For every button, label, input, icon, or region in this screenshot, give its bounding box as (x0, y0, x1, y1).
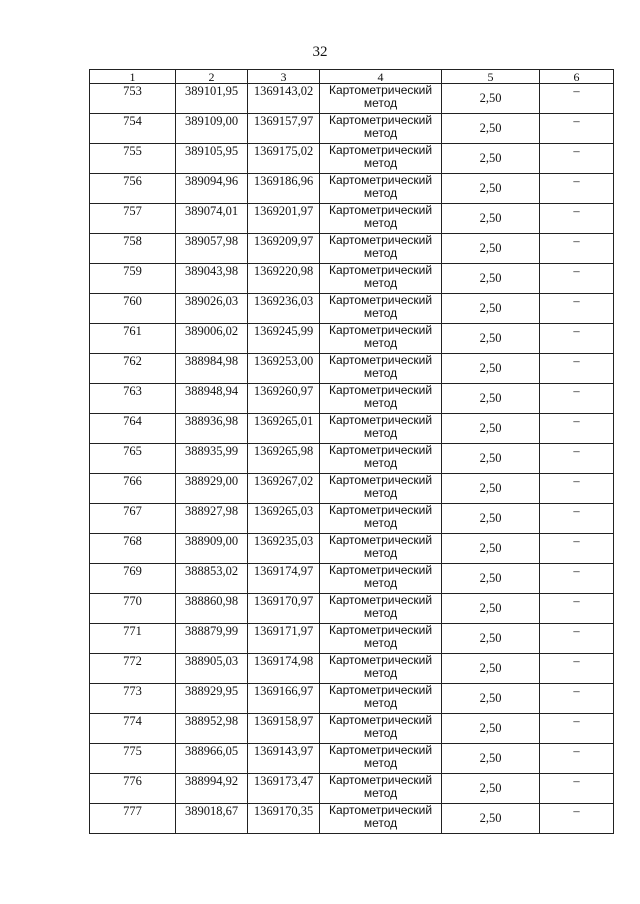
y-coordinate-cell: 1369173,47 (248, 774, 320, 804)
y-coordinate-cell: 1369267,02 (248, 474, 320, 504)
method-line-1: Картометрический (328, 293, 433, 307)
point-number-cell: 754 (90, 114, 176, 144)
method-line-2: метод (363, 126, 398, 140)
method-line-1: Картометрический (328, 773, 433, 787)
error-cell: 2,50 (442, 444, 540, 474)
y-coordinate-cell: 1369170,35 (248, 804, 320, 834)
method-line-2: метод (363, 666, 398, 680)
description-cell: – (540, 414, 614, 444)
table-body (90, 84, 614, 834)
method-line-1: Картометрический (328, 653, 433, 667)
method-line-1: Картометрический (328, 443, 433, 457)
table-row (90, 384, 614, 414)
error-cell: 2,50 (442, 144, 540, 174)
error-cell: 2,50 (442, 564, 540, 594)
column-header-6: 6 (540, 70, 614, 84)
column-header-3: 3 (248, 70, 320, 84)
method-line-1: Картометрический (328, 143, 433, 157)
method-line-1: Картометрический (328, 233, 433, 247)
point-number-cell: 762 (90, 354, 176, 384)
method-line-2: метод (363, 396, 398, 410)
y-coordinate-cell: 1369220,98 (248, 264, 320, 294)
method-cell (320, 774, 442, 804)
point-number-cell: 774 (90, 714, 176, 744)
error-cell: 2,50 (442, 744, 540, 774)
table-row (90, 594, 614, 624)
x-coordinate-cell: 389018,67 (176, 804, 248, 834)
method-line-1: Картометрический (328, 113, 433, 127)
y-coordinate-cell: 1369186,96 (248, 174, 320, 204)
error-cell: 2,50 (442, 354, 540, 384)
x-coordinate-cell: 389101,95 (176, 84, 248, 114)
y-coordinate-cell: 1369174,97 (248, 564, 320, 594)
method-line-2: метод (363, 366, 398, 380)
table-row (90, 354, 614, 384)
table-row (90, 144, 614, 174)
description-cell: – (540, 534, 614, 564)
point-number-cell: 772 (90, 654, 176, 684)
method-cell (320, 84, 442, 114)
error-cell: 2,50 (442, 84, 540, 114)
method-line-2: метод (363, 576, 398, 590)
point-number-cell: 755 (90, 144, 176, 174)
description-cell: – (540, 804, 614, 834)
page-number: 32 (312, 44, 328, 60)
method-line-2: метод (363, 156, 398, 170)
description-cell: – (540, 324, 614, 354)
method-line-1: Картометрический (328, 383, 433, 397)
error-cell: 2,50 (442, 384, 540, 414)
method-line-2: метод (363, 246, 398, 260)
y-coordinate-cell: 1369166,97 (248, 684, 320, 714)
method-line-2: метод (363, 786, 398, 800)
method-line-1: Картометрический (328, 713, 433, 727)
column-header-1: 1 (90, 70, 176, 84)
point-number-cell: 761 (90, 324, 176, 354)
table-row (90, 294, 614, 324)
y-coordinate-cell: 1369245,99 (248, 324, 320, 354)
description-cell: – (540, 84, 614, 114)
table-row (90, 474, 614, 504)
error-cell: 2,50 (442, 234, 540, 264)
point-number-cell: 757 (90, 204, 176, 234)
method-cell (320, 804, 442, 834)
table-row (90, 444, 614, 474)
y-coordinate-cell: 1369209,97 (248, 234, 320, 264)
method-line-2: метод (363, 546, 398, 560)
method-line-1: Картометрический (328, 413, 433, 427)
point-number-cell: 756 (90, 174, 176, 204)
method-line-2: метод (363, 306, 398, 320)
description-cell: – (540, 624, 614, 654)
table-row (90, 84, 614, 114)
x-coordinate-cell: 389026,03 (176, 294, 248, 324)
method-line-1: Картометрический (328, 473, 433, 487)
x-coordinate-cell: 388994,92 (176, 774, 248, 804)
point-number-cell: 776 (90, 774, 176, 804)
method-cell (320, 354, 442, 384)
table-row (90, 264, 614, 294)
y-coordinate-cell: 1369265,01 (248, 414, 320, 444)
method-line-1: Картометрический (328, 683, 433, 697)
y-coordinate-cell: 1369157,97 (248, 114, 320, 144)
point-number-cell: 753 (90, 84, 176, 114)
column-header-4: 4 (320, 70, 442, 84)
description-cell: – (540, 144, 614, 174)
method-line-1: Картометрический (328, 533, 433, 547)
table-row (90, 564, 614, 594)
method-line-2: метод (363, 636, 398, 650)
error-cell: 2,50 (442, 414, 540, 444)
error-cell: 2,50 (442, 294, 540, 324)
method-line-1: Картометрический (328, 83, 433, 97)
error-cell: 2,50 (442, 774, 540, 804)
column-header-5: 5 (442, 70, 540, 84)
method-cell (320, 504, 442, 534)
x-coordinate-cell: 388905,03 (176, 654, 248, 684)
method-cell (320, 444, 442, 474)
error-cell: 2,50 (442, 504, 540, 534)
point-number-cell: 763 (90, 384, 176, 414)
y-coordinate-cell: 1369170,97 (248, 594, 320, 624)
method-line-1: Картометрический (328, 623, 433, 637)
x-coordinate-cell: 388927,98 (176, 504, 248, 534)
x-coordinate-cell: 388966,05 (176, 744, 248, 774)
table-row (90, 624, 614, 654)
error-cell: 2,50 (442, 264, 540, 294)
table-header-row (90, 70, 614, 84)
method-line-2: метод (363, 756, 398, 770)
y-coordinate-cell: 1369260,97 (248, 384, 320, 414)
point-number-cell: 765 (90, 444, 176, 474)
method-line-2: метод (363, 486, 398, 500)
error-cell: 2,50 (442, 204, 540, 234)
table-row (90, 684, 614, 714)
method-cell (320, 264, 442, 294)
error-cell: 2,50 (442, 324, 540, 354)
y-coordinate-cell: 1369236,03 (248, 294, 320, 324)
x-coordinate-cell: 388853,02 (176, 564, 248, 594)
description-cell: – (540, 264, 614, 294)
point-number-cell: 758 (90, 234, 176, 264)
description-cell: – (540, 714, 614, 744)
y-coordinate-cell: 1369175,02 (248, 144, 320, 174)
description-cell: – (540, 504, 614, 534)
x-coordinate-cell: 389043,98 (176, 264, 248, 294)
point-number-cell: 768 (90, 534, 176, 564)
x-coordinate-cell: 388909,00 (176, 534, 248, 564)
method-cell (320, 744, 442, 774)
method-line-2: метод (363, 216, 398, 230)
y-coordinate-cell: 1369265,03 (248, 504, 320, 534)
method-line-2: метод (363, 516, 398, 530)
method-cell (320, 594, 442, 624)
point-number-cell: 773 (90, 684, 176, 714)
error-cell: 2,50 (442, 654, 540, 684)
error-cell: 2,50 (442, 474, 540, 504)
table-row (90, 174, 614, 204)
method-cell (320, 564, 442, 594)
method-line-2: метод (363, 426, 398, 440)
method-line-2: метод (363, 816, 398, 830)
x-coordinate-cell: 389074,01 (176, 204, 248, 234)
method-line-2: метод (363, 726, 398, 740)
y-coordinate-cell: 1369143,02 (248, 84, 320, 114)
y-coordinate-cell: 1369174,98 (248, 654, 320, 684)
x-coordinate-cell: 389094,96 (176, 174, 248, 204)
description-cell: – (540, 594, 614, 624)
method-cell (320, 294, 442, 324)
coordinates-table (89, 69, 614, 834)
method-line-1: Картометрический (328, 563, 433, 577)
x-coordinate-cell: 388984,98 (176, 354, 248, 384)
method-line-2: метод (363, 276, 398, 290)
error-cell: 2,50 (442, 714, 540, 744)
method-cell (320, 684, 442, 714)
method-cell (320, 474, 442, 504)
method-line-1: Картометрический (328, 803, 433, 817)
x-coordinate-cell: 388929,00 (176, 474, 248, 504)
method-line-1: Картометрический (328, 173, 433, 187)
description-cell: – (540, 234, 614, 264)
x-coordinate-cell: 389105,95 (176, 144, 248, 174)
description-cell: – (540, 444, 614, 474)
x-coordinate-cell: 388860,98 (176, 594, 248, 624)
description-cell: – (540, 204, 614, 234)
x-coordinate-cell: 389057,98 (176, 234, 248, 264)
y-coordinate-cell: 1369171,97 (248, 624, 320, 654)
x-coordinate-cell: 388929,95 (176, 684, 248, 714)
description-cell: – (540, 654, 614, 684)
table-row (90, 774, 614, 804)
description-cell: – (540, 354, 614, 384)
y-coordinate-cell: 1369253,00 (248, 354, 320, 384)
method-line-2: метод (363, 696, 398, 710)
point-number-cell: 767 (90, 504, 176, 534)
table-row (90, 744, 614, 774)
method-line-2: метод (363, 96, 398, 110)
point-number-cell: 766 (90, 474, 176, 504)
method-line-1: Картометрический (328, 203, 433, 217)
method-cell (320, 654, 442, 684)
table-row (90, 234, 614, 264)
table-row (90, 504, 614, 534)
x-coordinate-cell: 389006,02 (176, 324, 248, 354)
method-cell (320, 534, 442, 564)
y-coordinate-cell: 1369265,98 (248, 444, 320, 474)
y-coordinate-cell: 1369143,97 (248, 744, 320, 774)
method-line-2: метод (363, 336, 398, 350)
error-cell: 2,50 (442, 174, 540, 204)
method-cell (320, 234, 442, 264)
table-row (90, 204, 614, 234)
method-cell (320, 414, 442, 444)
method-line-1: Картометрический (328, 263, 433, 277)
method-line-2: метод (363, 186, 398, 200)
description-cell: – (540, 294, 614, 324)
method-cell (320, 384, 442, 414)
method-cell (320, 204, 442, 234)
description-cell: – (540, 474, 614, 504)
table-row (90, 114, 614, 144)
description-cell: – (540, 384, 614, 414)
method-cell (320, 174, 442, 204)
x-coordinate-cell: 388935,99 (176, 444, 248, 474)
point-number-cell: 769 (90, 564, 176, 594)
method-line-1: Картометрический (328, 503, 433, 517)
x-coordinate-cell: 388952,98 (176, 714, 248, 744)
table-row (90, 324, 614, 354)
point-number-cell: 775 (90, 744, 176, 774)
column-header-2: 2 (176, 70, 248, 84)
error-cell: 2,50 (442, 114, 540, 144)
table-row (90, 534, 614, 564)
table-row (90, 654, 614, 684)
y-coordinate-cell: 1369235,03 (248, 534, 320, 564)
error-cell: 2,50 (442, 594, 540, 624)
method-cell (320, 144, 442, 174)
point-number-cell: 764 (90, 414, 176, 444)
method-line-2: метод (363, 606, 398, 620)
table-row (90, 804, 614, 834)
method-line-1: Картометрический (328, 593, 433, 607)
point-number-cell: 759 (90, 264, 176, 294)
description-cell: – (540, 564, 614, 594)
point-number-cell: 771 (90, 624, 176, 654)
point-number-cell: 777 (90, 804, 176, 834)
error-cell: 2,50 (442, 804, 540, 834)
method-line-1: Картометрический (328, 353, 433, 367)
description-cell: – (540, 744, 614, 774)
description-cell: – (540, 114, 614, 144)
y-coordinate-cell: 1369201,97 (248, 204, 320, 234)
method-line-1: Картометрический (328, 743, 433, 757)
x-coordinate-cell: 389109,00 (176, 114, 248, 144)
table-row (90, 414, 614, 444)
method-line-1: Картометрический (328, 323, 433, 337)
x-coordinate-cell: 388879,99 (176, 624, 248, 654)
description-cell: – (540, 684, 614, 714)
description-cell: – (540, 174, 614, 204)
method-cell (320, 114, 442, 144)
method-cell (320, 324, 442, 354)
point-number-cell: 770 (90, 594, 176, 624)
y-coordinate-cell: 1369158,97 (248, 714, 320, 744)
x-coordinate-cell: 388936,98 (176, 414, 248, 444)
method-cell (320, 624, 442, 654)
error-cell: 2,50 (442, 684, 540, 714)
description-cell: – (540, 774, 614, 804)
method-cell (320, 714, 442, 744)
point-number-cell: 760 (90, 294, 176, 324)
method-line-2: метод (363, 456, 398, 470)
error-cell: 2,50 (442, 624, 540, 654)
x-coordinate-cell: 388948,94 (176, 384, 248, 414)
error-cell: 2,50 (442, 534, 540, 564)
table-row (90, 714, 614, 744)
